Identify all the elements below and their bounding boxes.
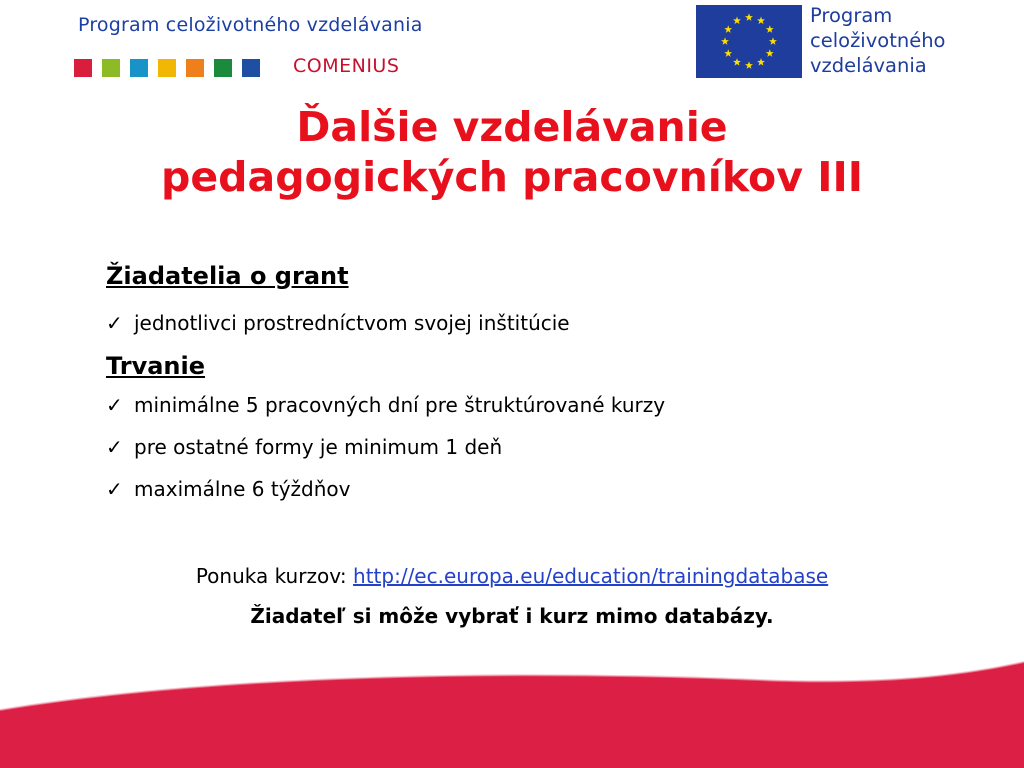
logo-line: vzdelávania bbox=[810, 54, 927, 77]
check-icon: ✓ bbox=[106, 435, 123, 459]
slide-title bbox=[0, 102, 1024, 202]
title-line-2: pedagogických pracovníkov III bbox=[161, 153, 863, 201]
eu-star-icon bbox=[721, 37, 729, 45]
comenius-label: COMENIUS bbox=[293, 55, 400, 77]
color-square bbox=[214, 59, 232, 77]
logo-text bbox=[810, 3, 945, 78]
eu-flag-icon bbox=[696, 5, 802, 78]
bullet-item bbox=[106, 426, 966, 468]
section-heading-applicants: Žiadatelia o grant bbox=[106, 262, 349, 290]
wave-shape bbox=[0, 662, 1024, 768]
bullet-item bbox=[106, 302, 966, 344]
course-offer bbox=[0, 562, 1024, 590]
bullet-item bbox=[106, 384, 966, 426]
bullet-text: maximálne 6 týždňov bbox=[134, 477, 351, 501]
bullet-text: pre ostatné formy je minimum 1 deň bbox=[134, 435, 503, 459]
offer-label: Ponuka kurzov: bbox=[195, 564, 347, 588]
color-square bbox=[74, 59, 92, 77]
note-text: Žiadateľ si môže vybrať i kurz mimo databázy. bbox=[250, 604, 774, 628]
eu-star-icon bbox=[766, 49, 774, 57]
logo-line: Program bbox=[810, 4, 893, 27]
title-line-1: Ďalšie vzdelávanie bbox=[296, 103, 728, 151]
color-square bbox=[158, 59, 176, 77]
eu-star-icon bbox=[757, 58, 765, 66]
eu-star-icon bbox=[766, 25, 774, 33]
slide-body bbox=[106, 258, 966, 510]
bullet-text: jednotlivci prostredníctvom svojej inštitúcie bbox=[134, 311, 570, 335]
eu-star-icon bbox=[745, 61, 753, 69]
eu-star-icon bbox=[724, 25, 732, 33]
color-square bbox=[242, 59, 260, 77]
bullet-item bbox=[106, 468, 966, 510]
eu-star-icon bbox=[733, 58, 741, 66]
eu-star-icon bbox=[745, 13, 753, 21]
color-squares bbox=[74, 59, 260, 77]
bullet-text: minimálne 5 pracovných dní pre štruktúrované kurzy bbox=[134, 393, 666, 417]
eu-star-icon bbox=[724, 49, 732, 57]
eu-star-icon bbox=[733, 17, 741, 25]
logo-line: celoživotného bbox=[810, 29, 946, 52]
program-name: Program celoživotného vzdelávania bbox=[78, 14, 423, 36]
red-wave-decoration bbox=[0, 640, 1024, 768]
check-icon: ✓ bbox=[106, 311, 123, 335]
color-square bbox=[186, 59, 204, 77]
section-heading-duration: Trvanie bbox=[106, 352, 205, 380]
eu-star-icon bbox=[769, 37, 777, 45]
check-icon: ✓ bbox=[106, 393, 123, 417]
training-database-link[interactable]: http://ec.europa.eu/education/trainingdatabase bbox=[353, 564, 829, 588]
eu-star-icon bbox=[757, 17, 765, 25]
color-square bbox=[102, 59, 120, 77]
color-square bbox=[130, 59, 148, 77]
eu-program-logo bbox=[696, 5, 1002, 78]
check-icon: ✓ bbox=[106, 477, 123, 501]
